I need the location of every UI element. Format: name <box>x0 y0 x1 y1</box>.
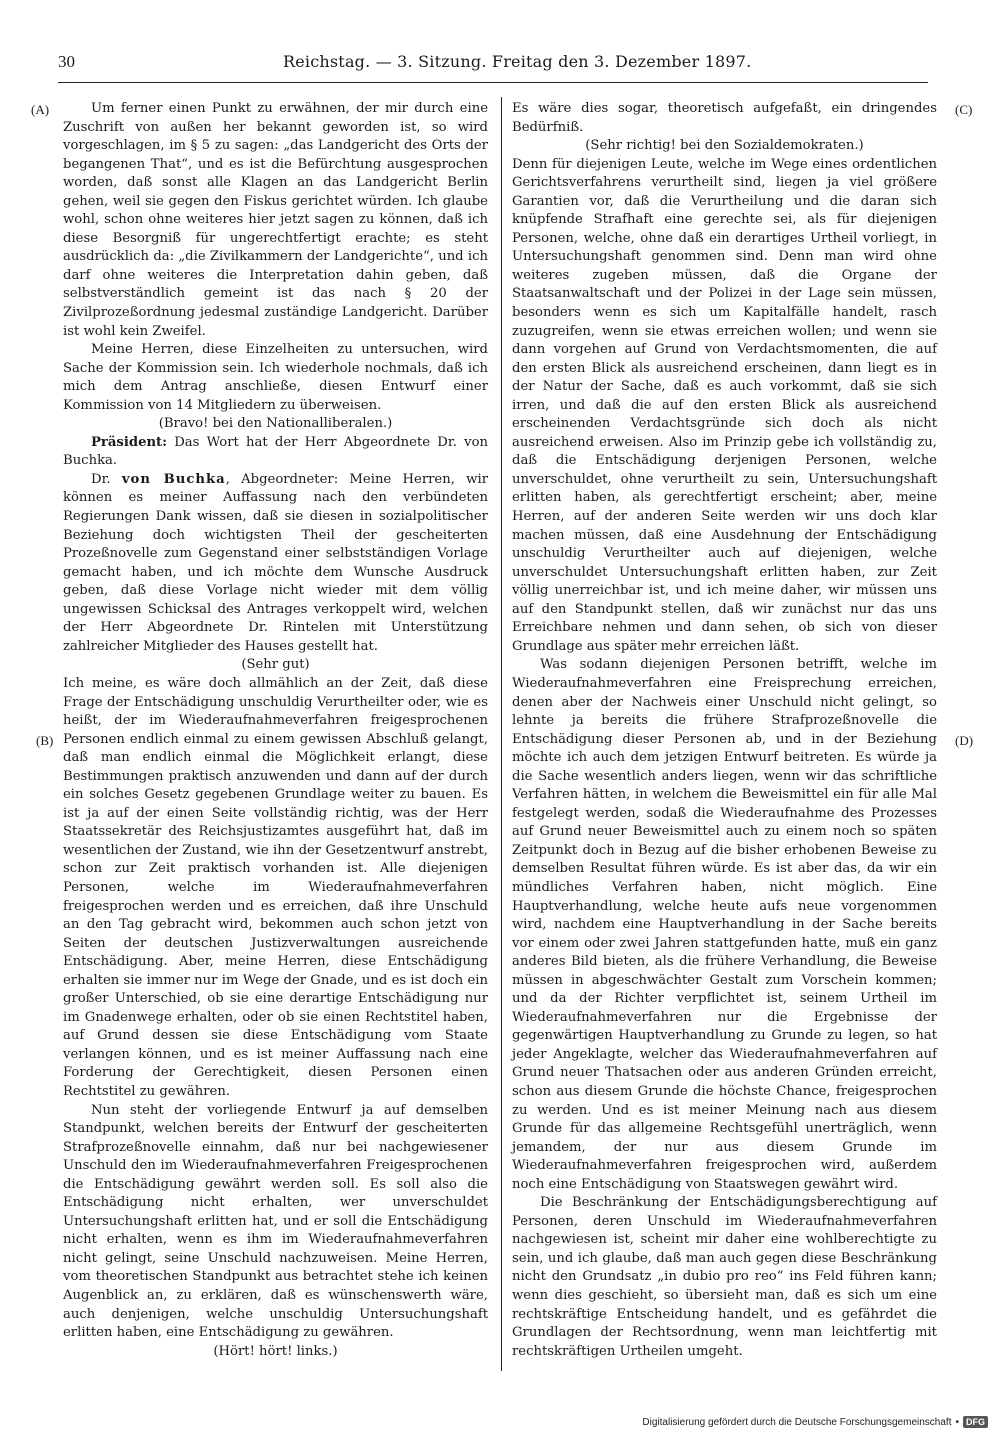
paragraph: Um ferner einen Punkt zu erwähnen, der mir durch eine Zuschrift von außen her bekannt geworden ist, so wird vorgeschlagen, im § 5 zu sagen: „das Landgericht des Orts der begangenen That“, und es ist die Befürchtung ausgesprochen worden, daß sonst alle Klagen an das Landgericht Berlin gehen, weil sie gegen den Fiskus gerichtet würden. Ich glaube wohl, schon ohne weiteres hier jetzt sagen zu können, daß ich diese Besorgniß für ungerechtfertigt erachte; es steht ausdrücklich da: „die Zivilkammern der Landgerichte“, und ich darf ohne weiteres die Interpretation dahin geben, daß selbstverständlich gemeint ist das nach § 20 der Zivilprozeßordnung jedesmal zuständige Landgericht. Darüber ist wohl kein Zweifel. <box>63 101 488 339</box>
running-head: Reichstag. — 3. Sitzung. Freitag den 3. Dezember 1897. <box>283 52 752 71</box>
margin-marker-d: (D) <box>955 733 974 748</box>
speaker-text: Das Wort hat der Herr Abgeordnete Dr. von Buchka. <box>63 434 488 469</box>
speaker-name: Präsident: <box>91 434 168 450</box>
paragraph: Nun steht der vorliegende Entwurf ja auf demselben Standpunkt, welchen bereits der Entwurf der gescheiterten Strafprozeßnovelle einnahm, daß nur bei nachgewiesener Unschuld den im Wiederaufnahmeverfahren Freigesprochenen die Entschädigung gewährt werden soll. Es soll also die Entschädigung nicht erhalten, wer unverschuldet Untersuchungshaft erlitten hat, und er soll die Entschädigung nicht erhalten, wenn es ihm im Wiederaufnahmeverfahren nicht gelingt, seine Unschuld nachzuweisen. Meine Herren, vom theoretischen Standpunkt aus betrachtet stehe ich keinen Augenblick an, zu erklären, daß es wünschenswerth wäre, auch denjenigen, welche unschuldig Untersuchungshaft erlitten haben, eine Entschädigung zu gewähren. <box>63 1102 488 1341</box>
separator-dot: • <box>955 1416 959 1428</box>
interjection: (Bravo! bei den Nationalliberalen.) <box>158 416 393 432</box>
credit-text: Digitalisierung gefördert durch die Deutsche Forschungsgemeinschaft <box>642 1416 952 1428</box>
column-divider <box>501 97 502 1371</box>
interjection: (Sehr gut) <box>241 657 310 673</box>
speaker-text: , Abgeordneter: Meine Herren, wir können es meiner Auffassung nach den verbündeten Regierungen Dank wissen, daß sie diesen in sozialpolitischer Beziehung doch wichtigsten Theil der gescheiterten Prozeßnovelle zum Gegenstand einer selbstständigen Vorlage gemacht haben, und ich möchte dem Wunsche Ausdruck geben, daß diese Vorlage nicht wieder mit dem völlig ungewissen Schicksal des Antrages verkoppelt wird, welchen der Herr Abgeordnete Dr. Rintelen mit Unterstützung zahlreicher Mitglieder des Hauses gestellt hat. <box>63 471 488 654</box>
paragraph: Meine Herren, diese Einzelheiten zu untersuchen, wird Sache der Kommission sein. Ich wiederhole nochmals, daß ich mich dem Antrag anschließe, diesen Entwurf einer Kommission von 14 Mitgliedern zu überweisen. <box>63 342 488 413</box>
margin-marker-a: (A) <box>31 102 50 117</box>
speaker-title: Dr. <box>91 471 122 487</box>
digitization-credit <box>642 1414 988 1430</box>
speaker-paragraph <box>63 434 488 471</box>
dfg-logo-icon: DFG <box>963 1416 988 1428</box>
paragraph: Ich meine, es wäre doch allmählich an der Zeit, daß diese Frage der Entschädigung unschuldig Verurtheilter oder, wie es heißt, der im Wiederaufnahmeverfahren freigesprochenen Personen endlich einmal zu einem gewissen Abschluß gelangt, daß man endlich einmal die Möglichkeit erlangt, diese Bestimmungen praktisch anzuwenden und dann auf der durch ein solches Gesetz gegebenen Grundlage weiter zu bauen. Es ist ja auf der einen Seite vollständig richtig, was der Herr Staatssekretär des Reichsjustizamtes ausgeführt hat, daß im wesentlichen der Zustand, wie ihn der Gesetzentwurf anstrebt, schon zur Zeit praktisch vorhanden ist. Alle diejenigen Personen, welche im Wiederaufnahmeverfahren freigesprochen werden und es erreichen, daß ihre Unschuld an den Tag gebracht wird, bekommen auch schon jetzt von Seiten der deutschen Justizverwaltungen ausreichende Entschädigung. Aber, meine Herren, diese Entschädigung erhalten sie immer nur im Wege der Gnade, und es ist doch ein großer Unterschied, ob sie eine derartige Entschädigung nur im Gnadenwege erhalten, oder ob sie einen Rechtstitel haben, auf Grund dessen sie diese Entschädigung vom Staate verlangen können, und es ist meiner Auffassung nach eine Forderung der Gerechtigkeit, diesen Personen einen Rechtstitel zu gewähren. <box>63 675 488 1099</box>
margin-marker-b: (B) <box>36 733 54 748</box>
paragraph: Was sodann diejenigen Personen betrifft, welche im Wiederaufnahmeverfahren eine Freisprechung erreichen, denen aber der Nachweis einer Unschuld nicht gelingt, so lehnte ja bereits die frühere Strafprozeßnovelle die Entschädigung dieser Personen ab, und in der Beziehung möchte ich auch dem jetzigen Entwurf beitreten. Es würde ja die Sache wesentlich anders liegen, wenn wir das schriftliche Verfahren hätten, in welchem die Beweismittel ein für alle Mal festgelegt werden, sodaß die Wiederaufnahme des Prozesses auf Grund neuer Beweismittel auch zu einem noch so späten Zeitpunkt doch in Bezug auf die bisher erhobenen Beweise zu demselben Resultat führen würde. Es ist aber das, da wir ein mündliches Verfahren haben, nicht möglich. Eine Hauptverhandlung, welche heute aufs neue vorgenommen wird, nachdem eine Hauptverhandlung in der Sache bereits vor einem oder zwei Jahren stattgefunden hatte, muß ein ganz anderes Bild bieten, als die frühere Verhandlung, die Beweise müssen in abgeschwächter Gestalt zum Vorschein kommen; und da der Richter verpflichtet ist, seinem Urtheil im Wiederaufnahmeverfahren nur die Ergebnisse der gegenwärtigen Hauptverhandlung zu Grunde zu legen, so hat jeder Angeklagte, welcher das Wiederaufnahmeverfahren auf Grund neuer Thatsachen oder aus anderen Gründen erreicht, schon aus diesem Grunde die höchste Chance, freigesprochen zu werden. Und es ist meiner Meinung nach aus diesem Grunde für das allgemeine Rechtsgefühl unerträglich, wenn jemandem, der nur aus diesem Grunde im Wiederaufnahmeverfahren freigesprochen wird, außerdem noch eine Entschädigung von Staatswegen gewährt wird. <box>512 657 937 1192</box>
page-header <box>58 52 928 78</box>
page-number: 30 <box>58 52 75 71</box>
left-column <box>63 100 488 1361</box>
speaker-name: von Buchka <box>121 471 226 487</box>
interjection: (Sehr richtig! bei den Sozialdemokraten.) <box>585 138 864 154</box>
interjection: (Hört! hört! links.) <box>213 1343 338 1359</box>
right-column <box>512 100 937 1361</box>
margin-marker-c: (C) <box>955 102 973 117</box>
paragraph: Denn für diejenigen Leute, welche im Wege eines ordentlichen Gerichtsverfahrens verurtheilt sind, liegen ja viel größere Garantien vor, daß die Verurtheilung und die daran sich knüpfende Strafhaft eine gerechte sei, als für diejenigen Personen, welche, ohne daß ein derartiges Urtheil vorliegt, in Untersuchungshaft genommen sind. Denn man wird ohne weiteres zugeben müssen, daß die Organe der Staatsanwaltschaft und der Polizei in der Lage sein müssen, besonders wenn es sich um Kapitalfälle handelt, rasch zuzugreifen, wenn sie etwas erreichen wollen; und wenn sie dann vorgehen auf Grund von Verdachtsmomenten, die auf den ersten Blick als ausreichend erscheinen, dann liegt es in der Natur der Sache, daß es auch vorkommt, daß sie sich irren, und daß die auf den ersten Blick als ausreichend erscheinenden Verdachtsgründe sich doch als nicht ausreichend erweisen. Also im Prinzip gebe ich vollständig zu, daß die Entschädigung derjenigen Personen, welche unverschuldet, ohne verurtheilt zu sein, Untersuchungshaft erlitten haben, als gerechtfertigt erscheint; aber, meine Herren, auf der anderen Seite werden wir uns doch klar machen müssen, daß eine Ausdehnung der Entschädigung unschuldig Verurtheilter auch auf diejenigen, welche unverschuldet Untersuchungshaft erlitten haben, zur Zeit völlig unerreichbar ist, und ich meine daher, wir müssen uns auf den Standpunkt stellen, daß wir zunächst nur das uns Erreichbare nehmen und dann sehen, ob sich von dieser Grundlage aus später mehr erreichen läßt. <box>512 156 937 654</box>
paragraph: Es wäre dies sogar, theoretisch aufgefaßt, ein dringendes Bedürfniß. <box>512 101 937 135</box>
paragraph: Die Beschränkung der Entschädigungsberechtigung auf Personen, deren Unschuld im Wiederaufnahmeverfahren nachgewiesen ist, scheint mir daher eine wohlberechtigte zu sein, und ich glaube, daß man auch gegen diese Beschränkung nicht den Grundsatz „in dubio pro reo“ ins Feld führen kann; wenn dies geschieht, so übersieht man, daß es sich um eine rechtskräftige Entscheidung handelt, und es gefährdet die Grundlagen der Rechtsordnung, wenn man leichtfertig mit rechtskräftigen Urtheilen umgeht. <box>512 1195 937 1359</box>
speaker-paragraph <box>63 471 488 656</box>
header-rule <box>58 82 928 83</box>
